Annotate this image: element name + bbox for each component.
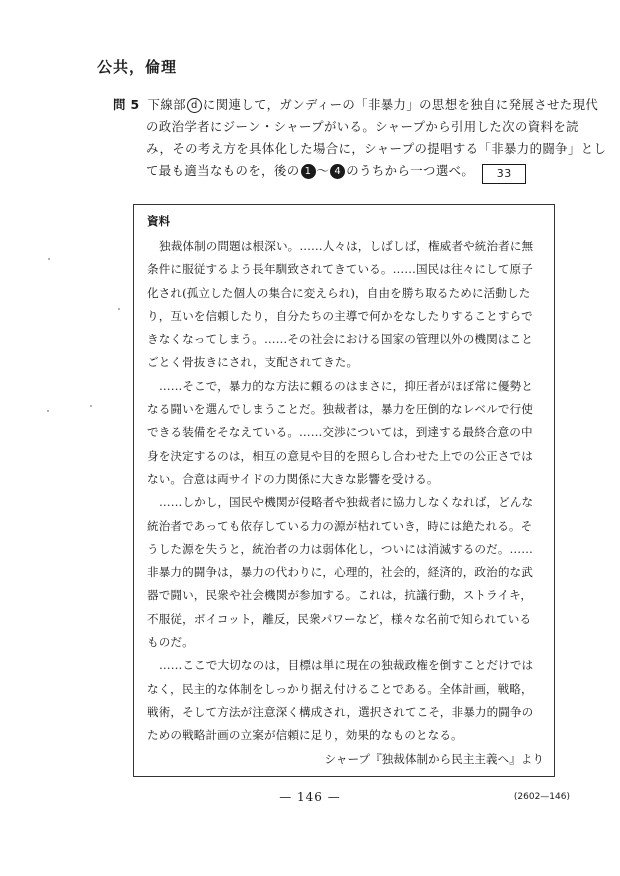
resource-line: ごとく骨抜きにされ，支配されてきた。	[147, 355, 359, 370]
question-number: 問 5	[113, 97, 140, 112]
range-separator: ～	[316, 163, 330, 178]
choice-end-marker: 4	[330, 164, 345, 179]
resource-line: 不服従，ボイコット，離反，民衆パワーなど，様々な名前で知られている	[147, 611, 532, 626]
question-text-1a: 下線部	[147, 97, 186, 112]
resource-line: ための戦略計画の立案が信頼に足り，効果的なものとなる。	[147, 728, 463, 743]
resource-line: 化され(孤立した個人の集合に変えられ)，自由を勝ち取るために活動した	[147, 285, 531, 300]
question-line-2: の政治学者にジーン・シャープがいる。シャープから引用した次の資料を読	[146, 119, 579, 134]
resource-line: 独裁体制の問題は根深い。……人々は，しばしば，権威者や統治者に無	[159, 239, 534, 253]
scan-speck	[118, 308, 120, 310]
question-line-3: み，その考え方を具体化した場合に，シャープの提唱する「非暴力的闘争」とし	[146, 141, 607, 156]
resource-line: 非暴力的闘争は，暴力の代わりに，心理的，社会的，経済的，政治的な武	[147, 565, 533, 580]
resource-line: 戦術，そして方法が注意深く構成され，選択されてこそ，非暴力的闘争の	[147, 704, 534, 719]
resource-line: 条件に服従するよう長年馴致されてきている。……国民は往々にして原子	[147, 262, 533, 277]
resource-body	[147, 235, 547, 748]
resource-line: 統治者であっても依存している力の源が枯れていき，時には絶たれる。そ	[147, 518, 533, 533]
resource-title: 資料	[147, 214, 170, 228]
question-line-4	[113, 160, 573, 182]
question-text-4b: のうちから一つ選べ。	[346, 163, 475, 178]
resource-line: できる装備をそなえている。……交渉については，到達する最終合意の中	[147, 425, 533, 440]
question-line-1	[113, 94, 599, 116]
question-text-1b: に関連して，ガンディーの「非暴力」の思想を独自に発展させた現代	[202, 97, 599, 112]
question-text-4a: て最も適当なものを，後の	[146, 163, 300, 178]
subject-header: 公共，倫理	[97, 58, 178, 76]
page-number: — 146 —	[279, 790, 341, 804]
resource-line: ……しかし，国民や機関が侵略者や独裁者に協力しなくなれば，どんな	[159, 495, 534, 510]
resource-line: ……ここで大切なのは，目標は単に現在の独裁政権を倒すことだけでは	[159, 658, 534, 673]
question-block	[113, 94, 607, 182]
choice-start-marker: 1	[301, 164, 316, 179]
scan-speck	[90, 405, 92, 407]
scan-speck	[48, 258, 50, 260]
resource-line: ものだ。	[147, 635, 194, 650]
resource-citation: シャープ『独裁体制から民主主義へ』より	[324, 752, 544, 766]
scan-speck	[47, 410, 49, 412]
resource-line: 身を決定するのは，相互の意見や目的を照らし合わせた上での公正さでは	[147, 448, 533, 463]
resource-box	[133, 204, 555, 777]
resource-line: ……そこで，暴力的な方法に頼るのはまさに，抑圧者がほぼ常に優勢と	[159, 378, 533, 393]
answer-number-box: 33	[482, 164, 526, 184]
resource-line: きなくなってしまう。……その社会における国家の管理以外の機関はこと	[147, 332, 533, 347]
resource-line: り，互いを信頼したり，自分たちの主導で何かをなしたりすることすらで	[147, 308, 533, 323]
resource-line: 器で闘い，民衆や社会機関が参加する。これは，抗議行動，ストライキ，	[147, 588, 533, 603]
resource-line: なる闘いを選んでしまうことだ。独裁者は，暴力を圧倒的なレベルで行使	[147, 402, 533, 417]
resource-line: うした源を失うと，統治者の力は弱体化し，ついには消滅するのだ。……	[147, 541, 533, 556]
resource-line: なく，民主的な体制をしっかり据え付けることである。全体計画，戦略，	[147, 681, 533, 696]
page-code: (2602—146)	[513, 792, 570, 802]
underline-ref-marker: d	[187, 98, 202, 113]
resource-line: ない。合意は両サイドの力関係に大きな影響を受ける。	[147, 471, 439, 486]
